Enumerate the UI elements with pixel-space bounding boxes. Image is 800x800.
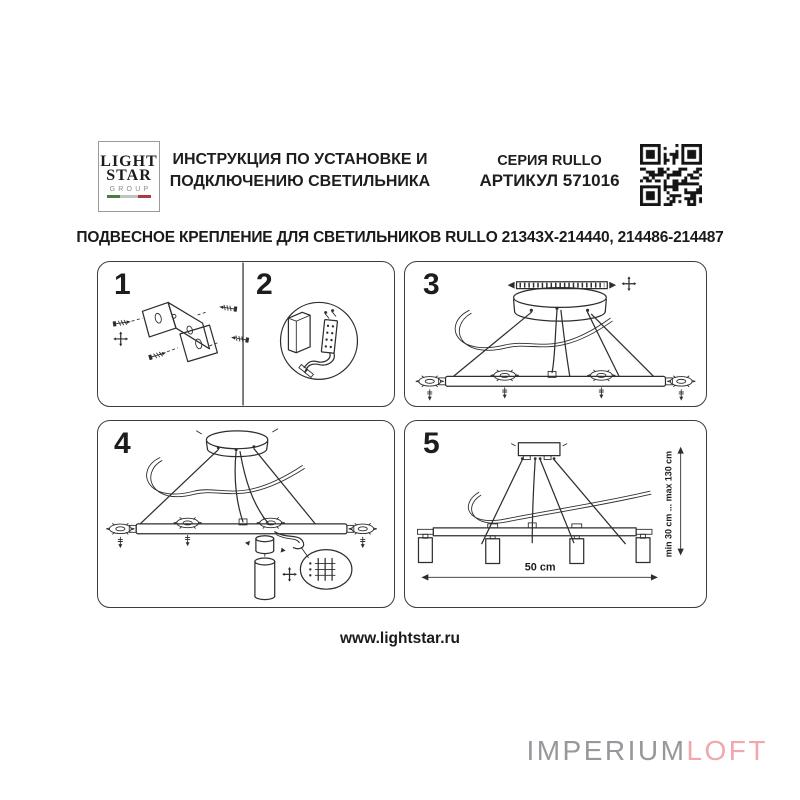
- title-line-1: ИНСТРУКЦИЯ ПО УСТАНОВКЕ И: [172, 151, 428, 168]
- article-label: АРТИКУЛ 571016: [479, 171, 620, 190]
- watermark-imperium: IMPERIUM: [526, 735, 687, 766]
- screw-icon: [679, 390, 683, 401]
- series-block: [462, 152, 637, 192]
- lightstar-logo: [98, 141, 160, 212]
- lamp-connector: [257, 518, 285, 529]
- wiring-detail-drawing: [281, 302, 358, 379]
- screw-icon: [361, 537, 365, 548]
- logo-word-star: STAR: [106, 167, 152, 184]
- canopy: [197, 429, 278, 457]
- width-dimension-label: 50 cm: [524, 561, 556, 574]
- height-dimension-label: min 30 cm ... max 130 cm: [663, 450, 674, 558]
- website-url: www.lightstar.ru: [340, 630, 460, 647]
- screw-icon: [231, 335, 250, 343]
- step-3-diagram: [405, 262, 706, 406]
- horizontal-bar: [106, 518, 376, 549]
- screw-icon: [428, 390, 432, 401]
- logo-word-light: LIGHT: [100, 153, 158, 170]
- steps-1-2-diagram: [98, 262, 394, 406]
- lamp-connector: [491, 370, 519, 381]
- step-number-1: 1: [114, 268, 131, 301]
- step-number-3: 3: [423, 268, 440, 301]
- flag-red-segment: [138, 195, 151, 198]
- screw-icon: [113, 319, 131, 327]
- horizontal-bar: [416, 370, 696, 400]
- step-number-5: 5: [423, 427, 440, 460]
- screw-icon: [282, 567, 297, 582]
- canopy-box: [511, 443, 566, 460]
- panel-steps-1-2: [97, 261, 395, 407]
- panel-step-5: [404, 420, 707, 608]
- step-5-diagram: [405, 421, 706, 607]
- series-label: СЕРИЯ RULLO: [497, 153, 602, 169]
- height-dimension: [664, 447, 684, 558]
- flag-green-segment: [107, 195, 120, 198]
- screw-icon: [503, 388, 507, 399]
- title-line-2: ПОДКЛЮЧЕНИЮ СВЕТИЛЬНИКА: [169, 173, 431, 190]
- lamp-connector: [587, 370, 615, 381]
- watermark-loft: LOFT: [686, 735, 768, 766]
- hanging-wire: [147, 458, 305, 497]
- screw-icon: [599, 388, 603, 399]
- suspension-cables: [140, 449, 315, 525]
- shade-assembly: [245, 532, 304, 600]
- screw-icon: [113, 332, 128, 347]
- screw-icon: [118, 537, 122, 548]
- step-number-4: 4: [114, 427, 131, 460]
- step-4-diagram: [98, 421, 394, 607]
- bracket-drawing: [113, 302, 250, 361]
- subtitle: ПОДВЕСНОЕ КРЕПЛЕНИЕ ДЛЯ СВЕТИЛЬНИКОВ RULLO 21343X-214440, 214486-214487: [76, 229, 724, 246]
- screw-icon: [185, 535, 189, 546]
- terminal-callout: [300, 548, 351, 590]
- suspension-cables: [482, 460, 625, 544]
- logo-flag-stripe: [107, 195, 151, 198]
- ceiling-plate: [508, 276, 637, 291]
- lamp-connector: [174, 518, 202, 529]
- imperiumloft-watermark: [526, 735, 768, 767]
- screw-icon: [622, 276, 637, 291]
- screw-icon: [219, 304, 237, 312]
- hanging-wire: [455, 310, 612, 350]
- width-dimension: [421, 561, 657, 580]
- logo-word-group: GROUP: [109, 186, 152, 193]
- screw-icon: [148, 350, 167, 360]
- lamp-shades: [418, 534, 650, 563]
- step-number-2: 2: [256, 268, 273, 301]
- panel-step-4: [97, 420, 395, 608]
- qr-code: [640, 144, 702, 206]
- panel-step-3: [404, 261, 707, 407]
- page-title: [160, 149, 440, 193]
